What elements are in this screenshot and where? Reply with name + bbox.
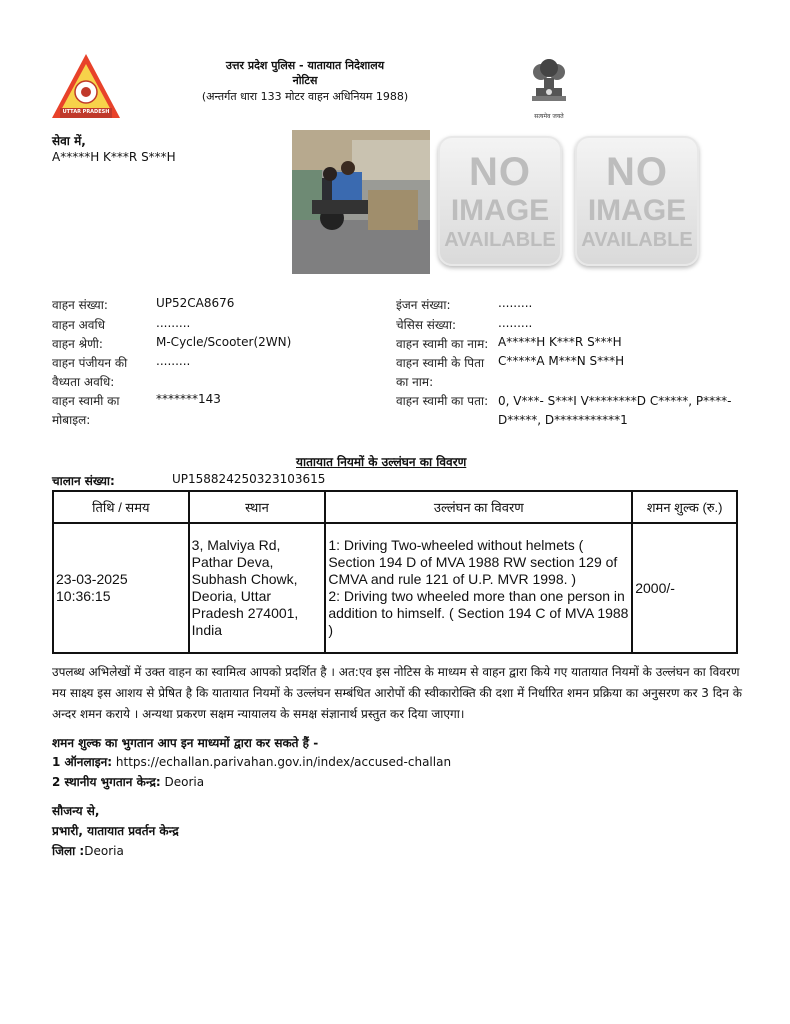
notice-paragraph: उपलब्ध अभिलेखों में उक्त वाहन का स्वामित्व आपको प्रदर्शित है । अत:एव इस नोटिस के माध्यम से वाहन द्वारा किये गए यातायात नियमों के उल्लंघन का विवरण मय साक्ष्य इस आशय से प्रेषित है कि यातायात नियमों के उल्लंघन सम्बंधित आरोपों की स्वीकारोक्ति की दशा में निर्धारित शमन प्रक्रिया का अनुसरण कर 3 दिन के अन्दर शमन कराये । अन्यथा प्रकरण सक्षम न्यायालय के समक्ष संज्ञानार्थ प्रस्तुत कर दिया जाएगा।	[52, 665, 742, 721]
officer-text: प्रभारी, यातायात प्रवर्तन केन्द्र	[52, 824, 179, 838]
challan-number-value: UP158824250323103615	[172, 472, 326, 486]
chassis-number-value: .........	[498, 316, 533, 330]
header-notice: नोटिस	[292, 74, 318, 87]
vehicle-category-label: वाहन श्रेणी:	[52, 337, 103, 351]
courtesy-text: सौजन्य से,	[52, 804, 100, 818]
engine-number-label: इंजन संख्या:	[396, 298, 451, 312]
local-value: Deoria	[160, 775, 205, 789]
district-label: जिला :	[52, 844, 85, 858]
national-emblem	[526, 50, 572, 120]
logo-caption: UTTAR PRADESH	[62, 109, 110, 115]
no-image-text: NO	[469, 150, 531, 194]
offence-1: 1: Driving Two-wheeled without helmets ( Section 194 D of MVA 1988 RW section 129 of CMVA and rule 121 of U.P. MVR 1998. )	[328, 537, 618, 587]
no-image-text: AVAILABLE	[444, 229, 556, 251]
local-label: 2 स्थानीय भुगतान केन्द्र:	[52, 775, 161, 789]
no-image-text: NO	[606, 150, 668, 194]
payment-title: शमन शुल्क का भुगतान आप इन माध्यमों द्वारा कर सकते हैं -	[52, 736, 319, 750]
evidence-photo[interactable]	[292, 130, 430, 274]
vehicle-number-value: UP52CA8676	[156, 296, 235, 310]
engine-number-value: .........	[498, 296, 533, 310]
table-row	[53, 523, 737, 653]
recipient-greeting: सेवा में,	[52, 134, 86, 148]
column-header-fine: शमन शुल्क (रु.)	[632, 491, 737, 523]
payment-local	[52, 773, 204, 790]
online-link[interactable]: https://echallan.parivahan.gov.in/index/accused-challan	[112, 755, 452, 769]
no-image-text: AVAILABLE	[581, 229, 693, 251]
column-header-place: स्थान	[189, 491, 326, 523]
cell-datetime: 23-03-2025 10:36:15	[53, 523, 189, 653]
challan-number-label: चालान संख्या:	[52, 474, 115, 488]
recipient-name: A*****H K***R S***H	[52, 150, 176, 164]
district-text	[52, 842, 124, 859]
chassis-number-label: चेसिस संख्या:	[396, 318, 457, 332]
table-header-row	[53, 491, 737, 523]
owner-name-label: वाहन स्वामी का नाम:	[396, 337, 489, 351]
owner-father-label: वाहन स्वामी के पिता का नाम:	[396, 356, 485, 389]
column-header-offence: उल्लंघन का विवरण	[325, 491, 632, 523]
no-image-text: IMAGE	[587, 194, 687, 227]
owner-mobile-label: वाहन स्वामी का मोबाइल:	[52, 394, 120, 427]
owner-address-value: 0, V***- S***I V********D C*****, P****-D*****, D***********1	[498, 394, 732, 427]
cell-offence	[325, 523, 632, 653]
column-header-datetime: तिथि / समय	[53, 491, 189, 523]
vehicle-period-label: वाहन अवधि	[52, 318, 105, 332]
owner-name-value: A*****H K***R S***H	[498, 335, 622, 349]
emblem-caption: सत्यमेव जयते	[534, 113, 564, 120]
vehicle-category-value: M-Cycle/Scooter(2WN)	[156, 335, 292, 349]
payment-online	[52, 753, 451, 770]
vehicle-period-value: .........	[156, 316, 191, 330]
district-value: Deoria	[84, 844, 124, 858]
registration-validity-label: वाहन पंजीयन की वैध्यता अवधि:	[52, 356, 128, 389]
no-image-text: IMAGE	[450, 194, 550, 227]
no-image-placeholder-2	[575, 136, 699, 266]
online-label: 1 ऑनलाइन:	[52, 755, 113, 769]
violation-table	[52, 490, 738, 654]
up-traffic-police-logo	[50, 50, 122, 122]
owner-father-value: C*****A M***N S***H	[498, 354, 625, 368]
registration-validity-value: .........	[156, 354, 191, 368]
no-image-placeholder-1	[438, 136, 562, 266]
header-title: उत्तर प्रदेश पुलिस - यातायात निदेशालय	[225, 59, 385, 72]
cell-fine: 2000/-	[632, 523, 737, 653]
offence-2: 2: Driving two wheeled more than one person in addition to himself. ( Section 194 C of MVA 1988 )	[328, 588, 629, 638]
owner-address-label: वाहन स्वामी का पता:	[396, 394, 489, 408]
vehicle-number-label: वाहन संख्या:	[52, 298, 108, 312]
violation-section-title: यातायात नियमों के उल्लंघन का विवरण	[296, 455, 467, 469]
owner-mobile-value: *******143	[156, 392, 221, 406]
header-section: (अन्तर्गत धारा 133 मोटर वाहन अधिनियम 1988)	[201, 90, 409, 103]
cell-place: 3, Malviya Rd, Pathar Deva, Subhash Chowk, Deoria, Uttar Pradesh 274001, India	[189, 523, 326, 653]
